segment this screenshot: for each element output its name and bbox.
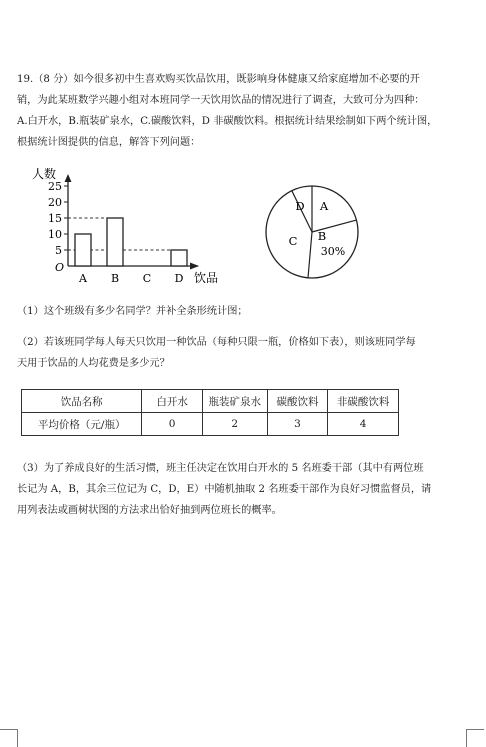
- pie-slice-label: A: [319, 199, 329, 213]
- table-row: [22, 413, 399, 436]
- q3-line: 长记为 A，B，其余三位记为 C，D，E）中随机抽取 2 名班委干部作为良好习惯监督员，请: [17, 484, 432, 495]
- intro-line: 根据统计图提供的信息，解答下列问题：: [17, 137, 201, 148]
- table-cell: 2: [202, 413, 267, 436]
- question-3: [17, 458, 469, 521]
- bar: [107, 218, 123, 266]
- table-cell: 0: [142, 413, 202, 436]
- x-axis-label: 饮品: [194, 271, 219, 285]
- table-cell: 3: [267, 413, 328, 436]
- table-header-cell: 非碳酸饮料: [328, 390, 399, 413]
- category-label: D: [174, 272, 184, 285]
- price-table: [21, 389, 399, 436]
- y-tick-label: 15: [48, 212, 62, 225]
- table-header-cell: 白开水: [142, 390, 202, 413]
- intro-line: 销，为此某班数学兴趣小组对本班同学一天饮用饮品的情况进行了调查，大致可分为四种：: [17, 95, 425, 106]
- problem-intro: [17, 69, 469, 153]
- pie-slice-label: D: [295, 199, 305, 213]
- x-axis-arrow: [190, 263, 199, 270]
- question-2: [17, 332, 469, 374]
- pie-slice-label: B: [317, 229, 327, 243]
- table-header-cell: 瓶装矿泉水: [202, 390, 267, 413]
- q2-line: 天用于饮品的人均花费是多少元？: [17, 358, 170, 369]
- table-header-row: [22, 390, 399, 413]
- table-cell: 平均价格（元/瓶）: [22, 413, 142, 436]
- y-axis-label: 人数: [32, 167, 57, 181]
- origin-label: O: [55, 261, 65, 274]
- table-header-cell: 饮品名称: [22, 390, 142, 413]
- q1-text: （1）这个班级有多少名同学？并补全条形统计图；: [17, 306, 248, 317]
- y-tick-label: 5: [55, 244, 62, 257]
- bar-chart: [28, 164, 228, 288]
- pie-chart: [262, 182, 362, 282]
- crop-mark-bottom-left: [0, 729, 18, 747]
- intro-line: 19.（8 分）如今很多初中生喜欢购买饮品饮用，既影响身体健康又给家庭增加不必要的开: [17, 74, 420, 85]
- crop-mark-bottom-right: [466, 729, 484, 747]
- q3-line: 用列表法或画树状图的方法求出恰好抽到两位班长的概率。: [17, 505, 282, 516]
- pie-slice-label: C: [288, 234, 298, 248]
- category-label: A: [79, 272, 87, 285]
- intro-line: A.白开水，B.瓶装矿泉水，C.碳酸饮料，D 非碳酸饮料。根据统计结果绘制如下两个统计图，: [17, 116, 438, 127]
- pie-percent-label: 30%: [320, 245, 346, 258]
- y-tick-label: 25: [48, 180, 62, 193]
- bar: [171, 250, 187, 266]
- y-tick-label: 10: [48, 228, 62, 241]
- category-label: C: [142, 272, 152, 285]
- q3-line: （3）为了养成良好的生活习惯，班主任决定在饮用白开水的 5 名班委干部（其中有两位班: [17, 463, 424, 474]
- y-tick-label: 20: [48, 196, 62, 209]
- question-1: [17, 301, 469, 322]
- table-cell: 4: [328, 413, 399, 436]
- category-label: B: [110, 272, 120, 285]
- table-header-cell: 碳酸饮料: [267, 390, 328, 413]
- bar: [75, 234, 91, 266]
- q2-line: （2）若该班同学每人每天只饮用一种饮品（每种只限一瓶，价格如下表），则该班同学每: [17, 337, 416, 348]
- y-axis-arrow: [65, 174, 72, 182]
